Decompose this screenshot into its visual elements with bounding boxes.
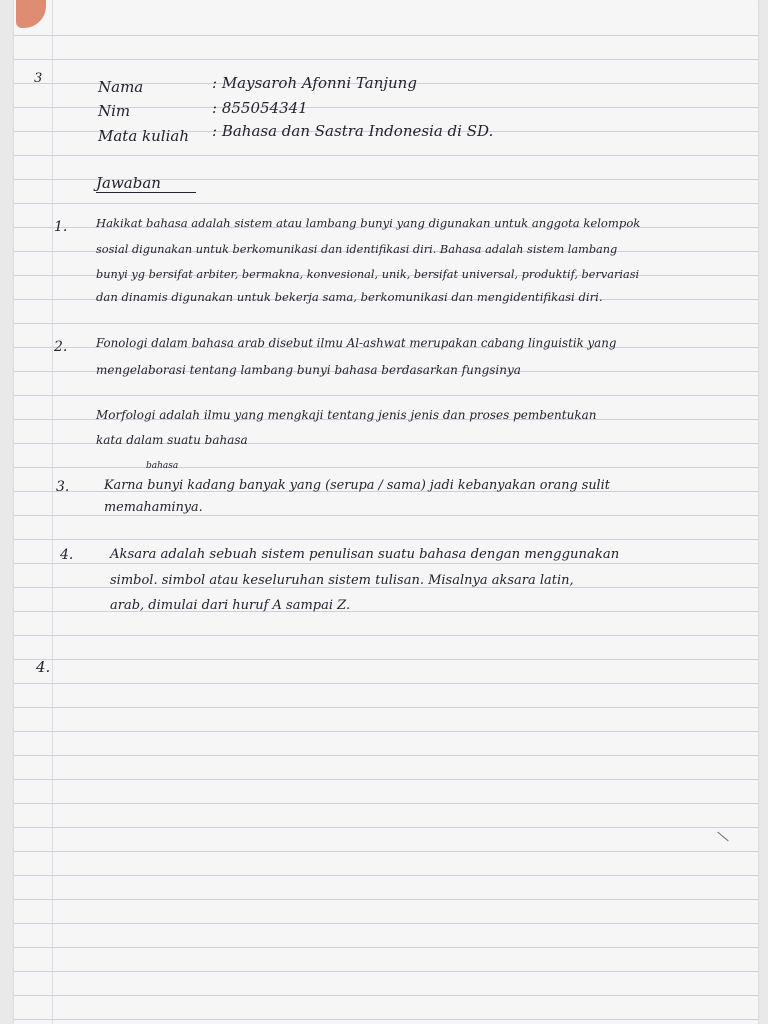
answer-3-number: 3. xyxy=(56,479,70,495)
answer-heading: Jawaban xyxy=(96,174,161,192)
sheet-number: 3 xyxy=(34,71,43,86)
answer-1-line-1: Hakikat bahasa adalah sistem atau lambang bunyi yang digunakan untuk anggota kelompok xyxy=(96,216,641,230)
nim-label: Nim xyxy=(98,102,131,120)
answer-1-line-3: bunyi yg bersifat arbiter, bermakna, konvesional, unik, bersifat universal, produktif, bervariasi xyxy=(96,268,640,281)
answer-4-number: 4. xyxy=(60,547,74,563)
stray-number: 4. xyxy=(36,658,51,676)
answer-2-line-2: mengelaborasi tentang lambang bunyi bahasa berdasarkan fungsinya xyxy=(96,363,521,377)
answer-2-line-3: Morfologi adalah ilmu yang mengkaji tentang jenis jenis dan proses pembentukan xyxy=(96,408,597,422)
answer-2-line-4: kata dalam suatu bahasa xyxy=(96,433,248,447)
course-label: Mata kuliah xyxy=(98,127,189,145)
heading-underline xyxy=(96,192,196,193)
answer-1-line-4: dan dinamis digunakan untuk bekerja sama, berkomunikasi dan mengidentifikasi diri. xyxy=(96,290,603,304)
answer-4-line-2: simbol. simbol atau keseluruhan sistem tulisan. Misalnya aksara latin, xyxy=(110,573,574,588)
answer-2-number: 2. xyxy=(54,339,68,355)
name-value: : Maysaroh Afonni Tanjung xyxy=(212,74,417,92)
answer-3-line-1: Karna bunyi kadang banyak yang (serupa / sama) jadi kebanyakan orang sulit xyxy=(104,478,610,493)
answer-2-line-1: Fonologi dalam bahasa arab disebut ilmu Al-ashwat merupakan cabang linguistik yang xyxy=(96,336,617,350)
answer-4-line-1: Aksara adalah sebuah sistem penulisan suatu bahasa dengan menggunakan xyxy=(110,547,620,562)
answer-4-line-3: arab, dimulai dari huruf A sampai Z. xyxy=(110,598,351,613)
answer-1-number: 1. xyxy=(54,219,68,235)
margin-line xyxy=(52,0,53,1024)
nim-value: : 855054341 xyxy=(212,99,308,117)
answer-3-insert: bahasa xyxy=(146,461,179,471)
answer-3-line-2: memahaminya. xyxy=(104,500,203,515)
course-value: : Bahasa dan Sastra Indonesia di SD. xyxy=(212,122,494,140)
name-label: Nama xyxy=(98,78,144,96)
answer-1-line-2: sosial digunakan untuk berkomunikasi dan identifikasi diri. Bahasa adalah sistem lambang xyxy=(96,243,618,256)
